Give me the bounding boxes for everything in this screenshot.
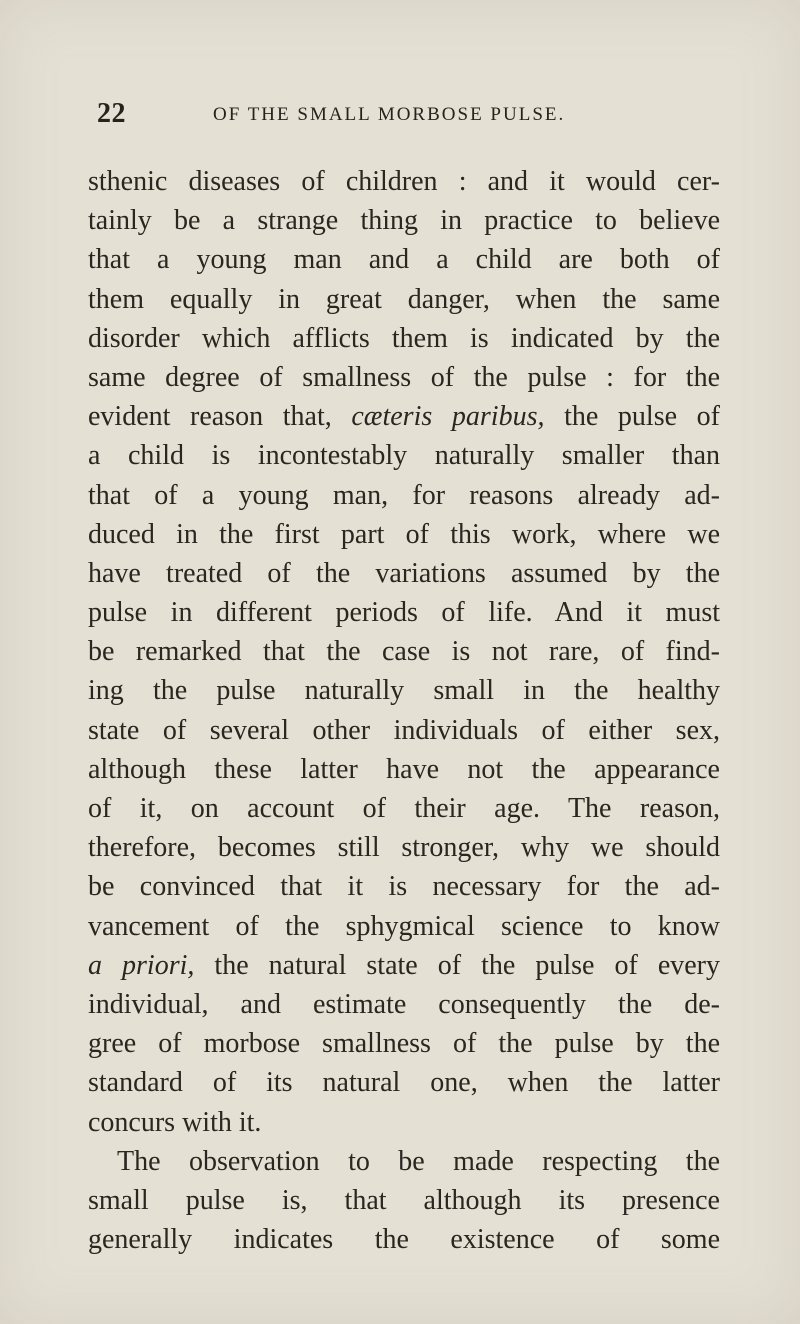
text-line: be remarked that the case is not rare, of find-	[88, 636, 720, 668]
text-line: standard of its natural one, when the latter	[88, 1067, 720, 1099]
text-line: state of several other individuals of either sex,	[88, 714, 720, 746]
text-line: a child is incontestably naturally smaller than	[88, 440, 720, 472]
text-line: concurs with it.	[88, 1106, 262, 1138]
italic-phrase: a priori,	[88, 949, 195, 981]
text-line: therefore, becomes still stronger, why we should	[88, 832, 720, 864]
text-line: individual, and estimate consequently the de-	[88, 988, 720, 1020]
text-line: that of a young man, for reasons already ad-	[88, 479, 720, 511]
text-line: generally indicates the existence of some	[88, 1224, 720, 1256]
text-line: that a young man and a child are both of	[88, 244, 720, 276]
text-run: evident reason that,	[88, 401, 352, 433]
text-line: pulse in different periods of life. And it must	[88, 597, 720, 629]
italic-phrase: cæteris paribus,	[351, 401, 545, 433]
text-run: the natural state of the pulse of every	[194, 949, 720, 981]
text-line	[88, 397, 720, 436]
text-line: of it, on account of their age. The reason,	[88, 793, 720, 824]
text-line: duced in the first part of this work, where we	[88, 518, 720, 550]
text-line: them equally in great danger, when the same	[88, 283, 720, 315]
text-line: tainly be a strange thing in practice to believe	[88, 205, 720, 237]
page-header	[97, 98, 737, 138]
text-line: sthenic diseases of children : and it would cer-	[88, 166, 720, 197]
text-line: vancement of the sphygmical science to know	[88, 910, 720, 942]
text-line: disorder which afflicts them is indicated by the	[88, 322, 720, 354]
body-text	[88, 162, 720, 1259]
text-run: the pulse of	[544, 401, 720, 433]
text-line: same degree of smallness of the pulse : for the	[88, 361, 720, 393]
text-line: ing the pulse naturally small in the healthy	[88, 675, 720, 707]
text-line: be convinced that it is necessary for the ad-	[88, 871, 720, 903]
page-number: 22	[97, 98, 126, 129]
text-line	[88, 946, 720, 985]
text-line: gree of morbose smallness of the pulse by the	[88, 1028, 720, 1060]
text-line: although these latter have not the appearance	[88, 753, 720, 785]
running-head: OF THE SMALL MORBOSE PULSE.	[213, 104, 566, 125]
text-line: have treated of the variations assumed by the	[88, 557, 720, 589]
text-line: The observation to be made respecting the	[117, 1145, 720, 1177]
text-line: small pulse is, that although its presence	[88, 1184, 720, 1216]
